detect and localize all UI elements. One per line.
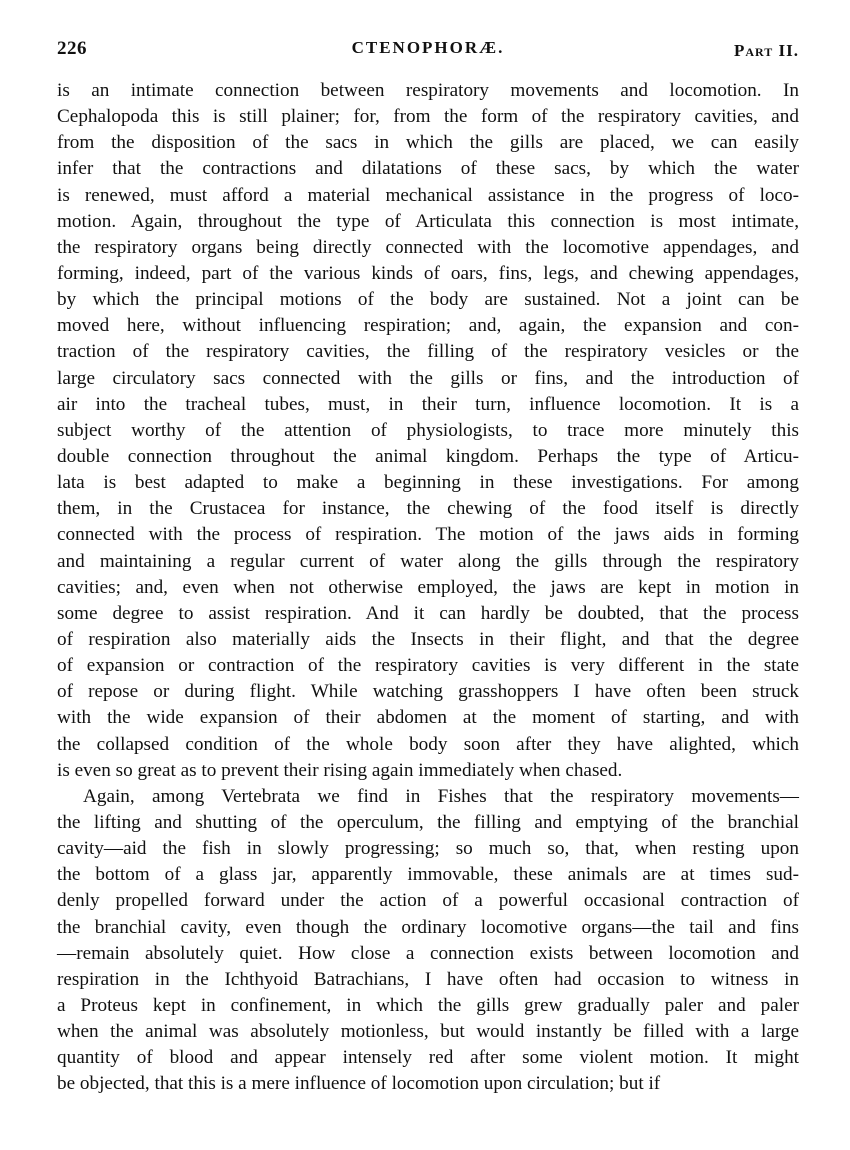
part-label: Part II. bbox=[733, 41, 799, 60]
text-line: from the disposition of the sacs in which the gills are placed, we can easily bbox=[57, 132, 799, 154]
text-line: the branchial cavity, even though the ordinary locomotive organs—the tail and fins bbox=[57, 916, 799, 938]
text-line: motion. Again, throughout the type of Articulata this connection is most intimate, bbox=[57, 210, 799, 232]
page-number: 226 bbox=[57, 38, 87, 59]
paragraph bbox=[57, 784, 799, 1098]
text-line: the respiratory organs being directly connected with the locomotive appendages, and bbox=[57, 236, 799, 258]
text-line: is renewed, must afford a material mechanical assistance in the progress of loco- bbox=[57, 184, 799, 206]
text-line: —remain absolutely quiet. How close a connection exists between locomotion and bbox=[57, 942, 799, 964]
text-line: is an intimate connection between respiratory movements and locomotion. In bbox=[57, 80, 799, 101]
text-line: when the animal was absolutely motionless, but would instantly be filled with a large bbox=[57, 1021, 799, 1043]
text-line: connected with the process of respiration. The motion of the jaws aids in forming bbox=[57, 524, 799, 546]
text-line: is even so great as to prevent their rising again immediately when chased. bbox=[57, 759, 623, 781]
text-line: by which the principal motions of the body are sustained. Not a joint can be bbox=[57, 289, 799, 311]
text-line: infer that the contractions and dilatations of these sacs, by which the water bbox=[57, 158, 799, 180]
text-line: a Proteus kept in confinement, in which the gills grew gradually paler and paler bbox=[57, 994, 799, 1016]
text-line: and maintaining a regular current of water along the gills through the respiratory bbox=[57, 550, 799, 572]
running-header bbox=[57, 38, 799, 78]
paragraph bbox=[57, 78, 799, 784]
text-line: Cephalopoda this is still plainer; for, from the form of the respiratory cavities, and bbox=[57, 106, 799, 128]
text-line: respiration in the Ichthyoid Batrachians, I have often had occasion to witness in bbox=[57, 968, 799, 990]
text-line: with the wide expansion of their abdomen at the moment of starting, and with bbox=[57, 707, 799, 729]
text-line: large circulatory sacs connected with the gills or fins, and the introduction of bbox=[57, 367, 799, 389]
text-line: of respiration also materially aids the Insects in their flight, and that the degree bbox=[57, 628, 799, 650]
text-line: cavities; and, even when not otherwise employed, the jaws are kept in motion in bbox=[57, 576, 799, 598]
text-line: double connection throughout the animal kingdom. Perhaps the type of Articu- bbox=[57, 445, 799, 467]
text-line: Again, among Vertebrata we find in Fishes that the respiratory movements— bbox=[83, 785, 799, 807]
book-page bbox=[57, 38, 799, 1097]
text-line: moved here, without influencing respiration; and, again, the expansion and con- bbox=[57, 315, 799, 337]
body-text bbox=[57, 78, 799, 1097]
text-line: them, in the Crustacea for instance, the chewing of the food itself is directly bbox=[57, 498, 799, 520]
text-line: traction of the respiratory cavities, the filling of the respiratory vesicles or the bbox=[57, 341, 799, 363]
text-line: some degree to assist respiration. And it can hardly be doubted, that the process bbox=[57, 602, 799, 624]
text-line: of repose or during flight. While watching grasshoppers I have often been struck bbox=[57, 681, 799, 703]
text-line: cavity—aid the fish in slowly progressing; so much so, that, when resting upon bbox=[57, 838, 799, 860]
text-line: subject worthy of the attention of physiologists, to trace more minutely this bbox=[57, 419, 799, 441]
text-line: the lifting and shutting of the operculum, the filling and emptying of the branchial bbox=[57, 811, 799, 833]
text-line: forming, indeed, part of the various kinds of oars, fins, legs, and chewing appendages, bbox=[57, 262, 799, 284]
text-line: be objected, that this is a mere influence of locomotion upon circulation; but if bbox=[57, 1073, 661, 1095]
text-line: quantity of blood and appear intensely red after some violent motion. It might bbox=[57, 1047, 799, 1069]
text-line: the bottom of a glass jar, apparently immovable, these animals are at times sud- bbox=[57, 864, 799, 886]
text-line: denly propelled forward under the action of a powerful occasional contraction of bbox=[57, 890, 799, 912]
text-line: lata is best adapted to make a beginning in these investigations. For among bbox=[57, 472, 799, 494]
text-line: air into the tracheal tubes, must, in their turn, influence locomotion. It is a bbox=[57, 393, 799, 415]
text-line: of expansion or contraction of the respiratory cavities is very different in the state bbox=[57, 655, 799, 677]
text-line: the collapsed condition of the whole body soon after they have alighted, which bbox=[57, 733, 799, 755]
running-title: CTENOPHORÆ. bbox=[351, 38, 505, 57]
